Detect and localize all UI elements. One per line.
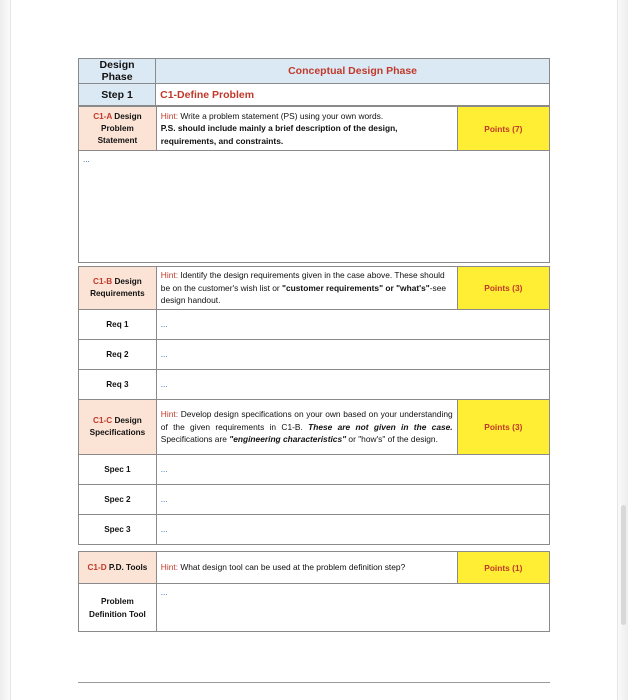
- spec-1-label: Spec 1: [79, 455, 157, 485]
- c1d-label: [79, 552, 157, 584]
- spec-2-field[interactable]: ...: [156, 485, 549, 515]
- c1c-label-rest: Design Specifications: [89, 416, 146, 437]
- spec-3-label: Spec 3: [79, 515, 157, 545]
- req-2-field[interactable]: ...: [156, 340, 549, 370]
- c1c-hint: [156, 400, 457, 455]
- c1b-hint-bold: "customer requirements" or "what's": [282, 282, 430, 293]
- spec-3-field[interactable]: ...: [156, 515, 549, 545]
- c1b-points: Points (3): [457, 267, 549, 310]
- c1d-hint-text: What design tool can be used at the problem definition step?: [180, 562, 406, 573]
- c1b-hint-text1: Identify the design requirements given in the case above. These should be on the customer's wish list or: [160, 270, 445, 293]
- c1c-hint-bolditalic: "engineering characteristics": [229, 434, 347, 445]
- c1b-hint-prefix: Hint:: [160, 270, 179, 281]
- c1a-label-rest: Design Problem Statement: [97, 111, 142, 145]
- c1b-hint: [156, 267, 457, 310]
- req-2-label: Req 2: [79, 340, 157, 370]
- c1a-hint-prefix: Hint:: [160, 110, 179, 121]
- design-phase-label: Design Phase: [79, 59, 156, 84]
- c1c-hint-italic: These are not given in the case.: [308, 421, 453, 432]
- c1a-points: Points (7): [457, 107, 549, 151]
- c1a-table: [78, 106, 550, 263]
- c1c-hint-text2: Specifications are: [160, 434, 230, 445]
- header-table: [78, 58, 550, 106]
- c1d-table: [78, 551, 550, 632]
- step-title: C1-Define Problem: [156, 84, 550, 106]
- c1d-points: Points (1): [457, 552, 549, 584]
- c1c-label: [79, 400, 157, 455]
- c1c-hint-prefix: Hint:: [160, 409, 179, 420]
- c1b-hint-text2: -see design handout.: [160, 282, 447, 306]
- scrollbar-thumb[interactable]: [621, 505, 626, 625]
- c1d-label-rest: P.D. Tools: [108, 562, 148, 572]
- conceptual-design-phase-title: Conceptual Design Phase: [156, 59, 550, 84]
- problem-definition-tool-label: Problem Definition Tool: [79, 584, 157, 632]
- problem-definition-tool-field[interactable]: ...: [156, 584, 549, 632]
- spec-2-label: Spec 2: [79, 485, 157, 515]
- c1a-hint-line2: P.S. should include mainly a brief description of the design, requirements, and constraints.: [160, 123, 398, 146]
- c1a-label: [79, 107, 157, 151]
- req-1-field[interactable]: ...: [156, 310, 549, 340]
- c1c-points: Points (3): [457, 400, 549, 455]
- c1c-code: C1-C: [93, 416, 113, 425]
- c1c-hint-text1: Develop design specifications on your own based on your understanding of the given requirements in C1-B.: [160, 409, 453, 432]
- c1a-hint-line1: Write a problem statement (PS) using your own words.: [180, 110, 384, 121]
- spec-1-field[interactable]: ...: [156, 455, 549, 485]
- c1b-label: [79, 267, 157, 310]
- c1b-label-rest: Design Requirements: [90, 277, 145, 298]
- c1d-code: C1-D: [87, 562, 107, 572]
- req-1-label: Req 1: [79, 310, 157, 340]
- c1c-hint-text3: or "how's" of the design.: [346, 434, 438, 445]
- req-3-field[interactable]: ...: [156, 370, 549, 400]
- c1b-code: C1-B: [93, 277, 113, 286]
- c1b-table: [78, 266, 550, 545]
- footer-divider: [78, 682, 550, 683]
- step-label: Step 1: [79, 84, 156, 106]
- c1d-hint-prefix: Hint:: [160, 562, 179, 573]
- c1a-hint: [156, 107, 457, 151]
- page-edge-left: [0, 0, 11, 700]
- c1a-code: C1-A: [93, 111, 112, 121]
- c1d-hint: [156, 552, 457, 584]
- c1a-answer-field[interactable]: ...: [79, 151, 550, 263]
- req-3-label: Req 3: [79, 370, 157, 400]
